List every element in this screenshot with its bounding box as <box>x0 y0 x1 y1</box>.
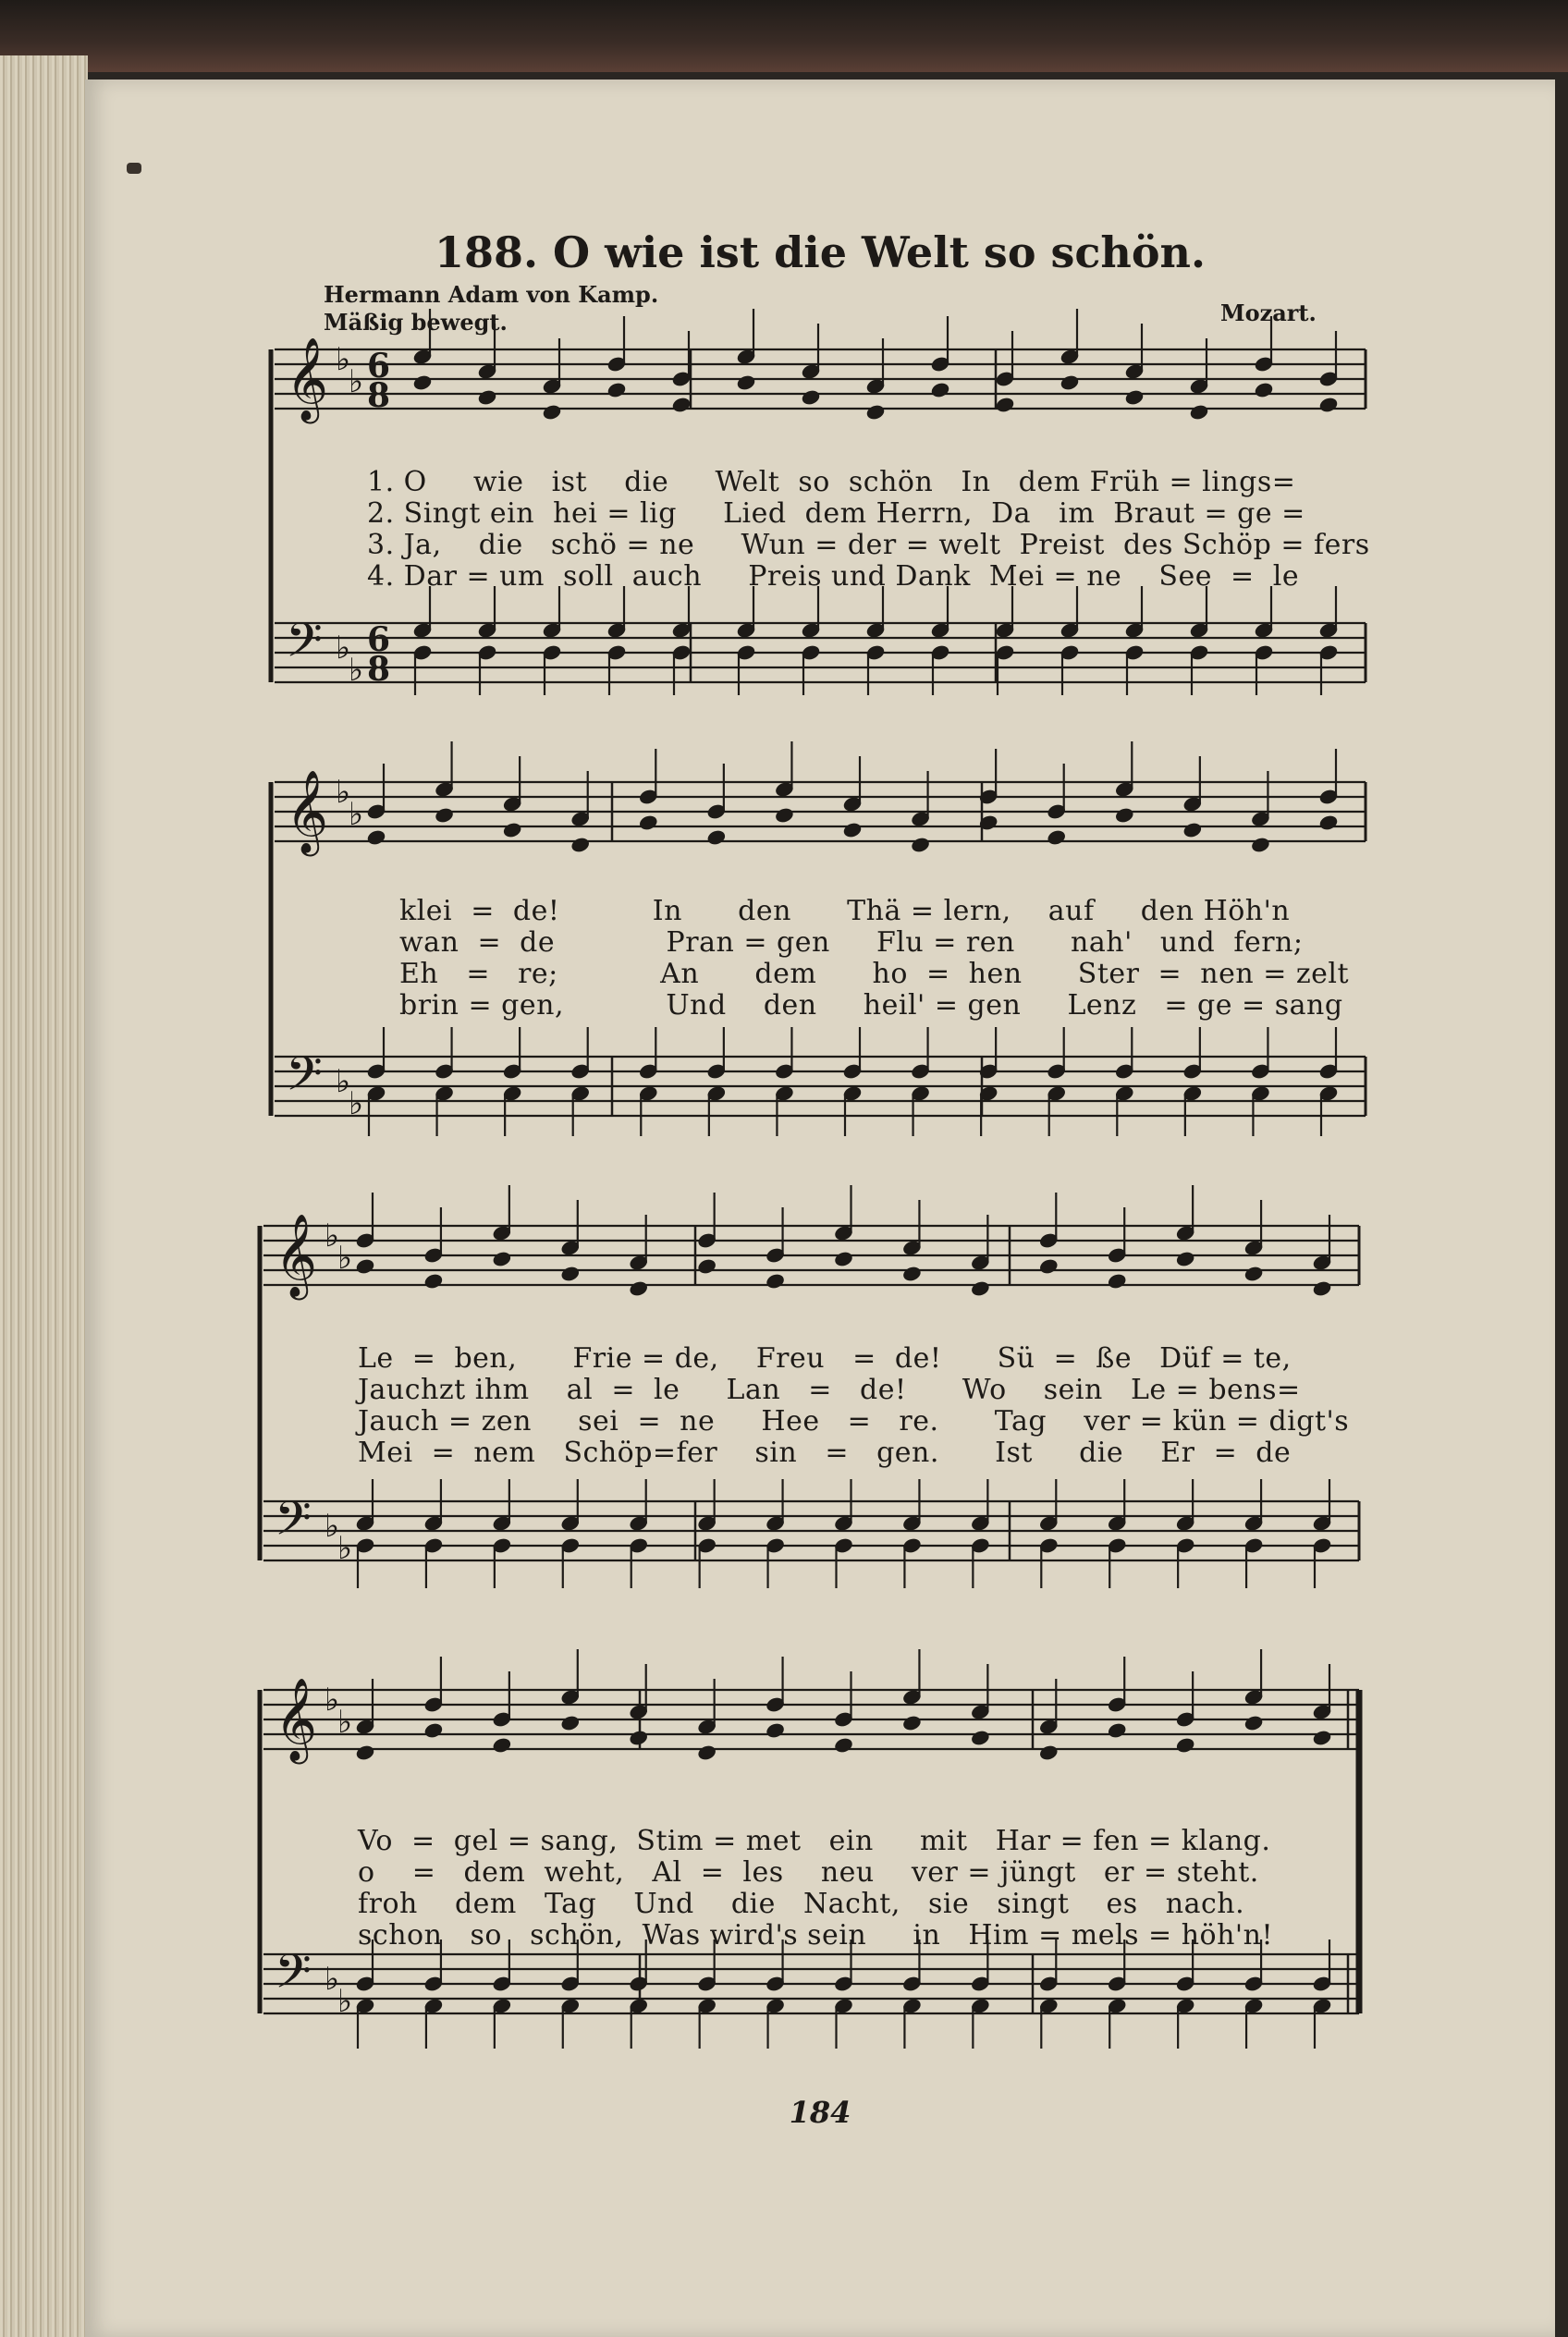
treble-clef: 𝄞 <box>286 337 329 421</box>
notehead <box>1060 374 1079 391</box>
notehead <box>697 1258 717 1275</box>
hymn-title: 188. O wie ist die Welt so schön. <box>434 227 1207 277</box>
time-signature-numerator: 6 <box>367 620 391 659</box>
notehead <box>1115 807 1134 824</box>
lyric-line: Jauch = zen sei = ne Hee = re. Tag ver = kün = digt's <box>358 1405 1350 1438</box>
notehead <box>995 397 1014 413</box>
lyric-line: 4. Dar = um soll auch Preis und Dank Mei = ne See = le <box>367 560 1300 593</box>
notehead <box>502 822 521 838</box>
bass-clef: 𝄢 <box>275 1490 312 1558</box>
flat-icon: ♭ <box>337 1704 353 1741</box>
lyricist: Hermann Adam von Kamp. <box>324 281 659 308</box>
flat-icon: ♭ <box>336 1063 351 1100</box>
lyric-line: Jauchzt ihm al = le Lan = de! Wo sein Le = bens= <box>358 1374 1301 1406</box>
flat-icon: ♭ <box>336 630 351 667</box>
notehead <box>423 1722 443 1739</box>
flat-icon: ♭ <box>349 652 364 689</box>
notehead <box>1312 1280 1331 1297</box>
treble-clef: 𝄞 <box>275 1214 318 1297</box>
flat-icon: ♭ <box>325 1508 340 1545</box>
lyric-line: schon so schön, Was wird's sein in Him = mels = höh'n! <box>358 1919 1274 1952</box>
lyric-line: 2. Singt ein hei = lig Lied dem Herrn, Da im Braut = ge = <box>367 497 1305 530</box>
notehead <box>766 1273 785 1290</box>
notehead <box>1189 404 1208 421</box>
notehead <box>671 397 691 413</box>
flat-icon: ♭ <box>349 363 364 400</box>
notehead <box>1124 389 1144 406</box>
notehead <box>639 814 658 831</box>
flat-icon: ♭ <box>325 1682 340 1719</box>
notehead <box>801 389 820 406</box>
time-signature-denominator: 8 <box>367 650 391 689</box>
notehead <box>435 807 454 824</box>
notehead <box>865 404 885 421</box>
notehead <box>834 1251 853 1267</box>
music-score <box>85 80 1555 2337</box>
treble-clef: 𝄞 <box>275 1678 318 1761</box>
notehead <box>1108 1273 1127 1290</box>
notehead <box>1251 837 1270 853</box>
lyric-line: Le = ben, Frie = de, Freu = de! Sü = ße Düf = te, <box>358 1342 1292 1375</box>
notehead <box>1312 1730 1331 1746</box>
bass-clef: 𝄢 <box>275 1943 312 2011</box>
flat-icon: ♭ <box>325 1961 340 1998</box>
notehead <box>1254 382 1273 398</box>
notehead <box>834 1737 853 1754</box>
notehead <box>930 382 949 398</box>
flat-icon: ♭ <box>337 1983 353 2020</box>
composer: Mozart. <box>1220 300 1317 326</box>
lyric-line: 1. O wie ist die Welt so schön In dem Früh = lings= <box>367 466 1296 498</box>
notehead <box>560 1266 580 1282</box>
notehead <box>1318 814 1338 831</box>
notehead <box>1175 1251 1194 1267</box>
flat-icon: ♭ <box>336 341 351 378</box>
notehead <box>355 1258 374 1275</box>
lyric-line: 3. Ja, die schö = ne Wun = der = welt Preist des Schöp = fers <box>367 529 1370 561</box>
notehead <box>423 1273 443 1290</box>
lyric-line: Vo = gel = sang, Stim = met ein mit Har = fen = klang. <box>358 1825 1271 1857</box>
notehead <box>1039 1258 1059 1275</box>
notehead <box>1243 1266 1263 1282</box>
notehead <box>570 837 590 853</box>
notehead <box>606 382 626 398</box>
notehead <box>477 389 496 406</box>
notehead <box>492 1737 511 1754</box>
notehead <box>971 1280 990 1297</box>
notehead <box>1108 1722 1127 1739</box>
lyric-line: wan = de Pran = gen Flu = ren nah' und fern; <box>399 926 1304 959</box>
time-signature-denominator: 8 <box>367 376 391 415</box>
notehead <box>736 374 755 391</box>
page-number: 184 <box>789 2095 851 2130</box>
notehead <box>355 1744 374 1761</box>
notehead <box>560 1715 580 1731</box>
notehead <box>1039 1744 1059 1761</box>
bass-clef: 𝄢 <box>286 1046 323 1113</box>
flat-icon: ♭ <box>325 1217 340 1254</box>
tempo-marking: Mäßig bewegt. <box>324 309 508 336</box>
notehead <box>902 1266 922 1282</box>
flat-icon: ♭ <box>337 1240 353 1277</box>
lyric-line: o = dem weht, Al = les neu ver = jüngt er = steht. <box>358 1856 1259 1889</box>
hymnal-page <box>85 80 1555 2337</box>
lyric-line: froh dem Tag Und die Nacht, sie singt es nach. <box>358 1888 1245 1920</box>
notehead <box>412 374 432 391</box>
notehead <box>629 1730 648 1746</box>
notehead <box>842 822 862 838</box>
lyric-line: Eh = re; An dem ho = hen Ster = nen = zelt <box>399 958 1350 990</box>
notehead <box>629 1280 648 1297</box>
notehead <box>697 1744 717 1761</box>
notehead <box>1182 822 1202 838</box>
treble-clef: 𝄞 <box>286 770 329 853</box>
notehead <box>366 829 386 846</box>
notehead <box>542 404 561 421</box>
flat-icon: ♭ <box>349 1085 364 1122</box>
bass-clef: 𝄢 <box>286 612 323 679</box>
notehead <box>911 837 930 853</box>
flat-icon: ♭ <box>336 774 351 811</box>
notehead <box>971 1730 990 1746</box>
lyric-line: klei = de! In den Thä = lern, auf den Höh'n <box>399 895 1291 927</box>
notehead <box>766 1722 785 1739</box>
lyric-line: Mei = nem Schöp=fer sin = gen. Ist die Er = de <box>358 1437 1292 1469</box>
time-signature-numerator: 6 <box>367 347 391 385</box>
flat-icon: ♭ <box>349 796 364 833</box>
page-stack-edge <box>0 55 88 2337</box>
notehead <box>775 807 794 824</box>
lyric-line: brin = gen, Und den heil' = gen Lenz = ge = sang <box>399 989 1343 1022</box>
flat-icon: ♭ <box>337 1530 353 1567</box>
notehead <box>1318 397 1338 413</box>
notehead <box>706 829 726 846</box>
book-cover-top <box>0 0 1568 72</box>
notehead <box>902 1715 922 1731</box>
notehead <box>492 1251 511 1267</box>
notehead <box>1175 1737 1194 1754</box>
notehead <box>1047 829 1066 846</box>
notehead <box>1243 1715 1263 1731</box>
